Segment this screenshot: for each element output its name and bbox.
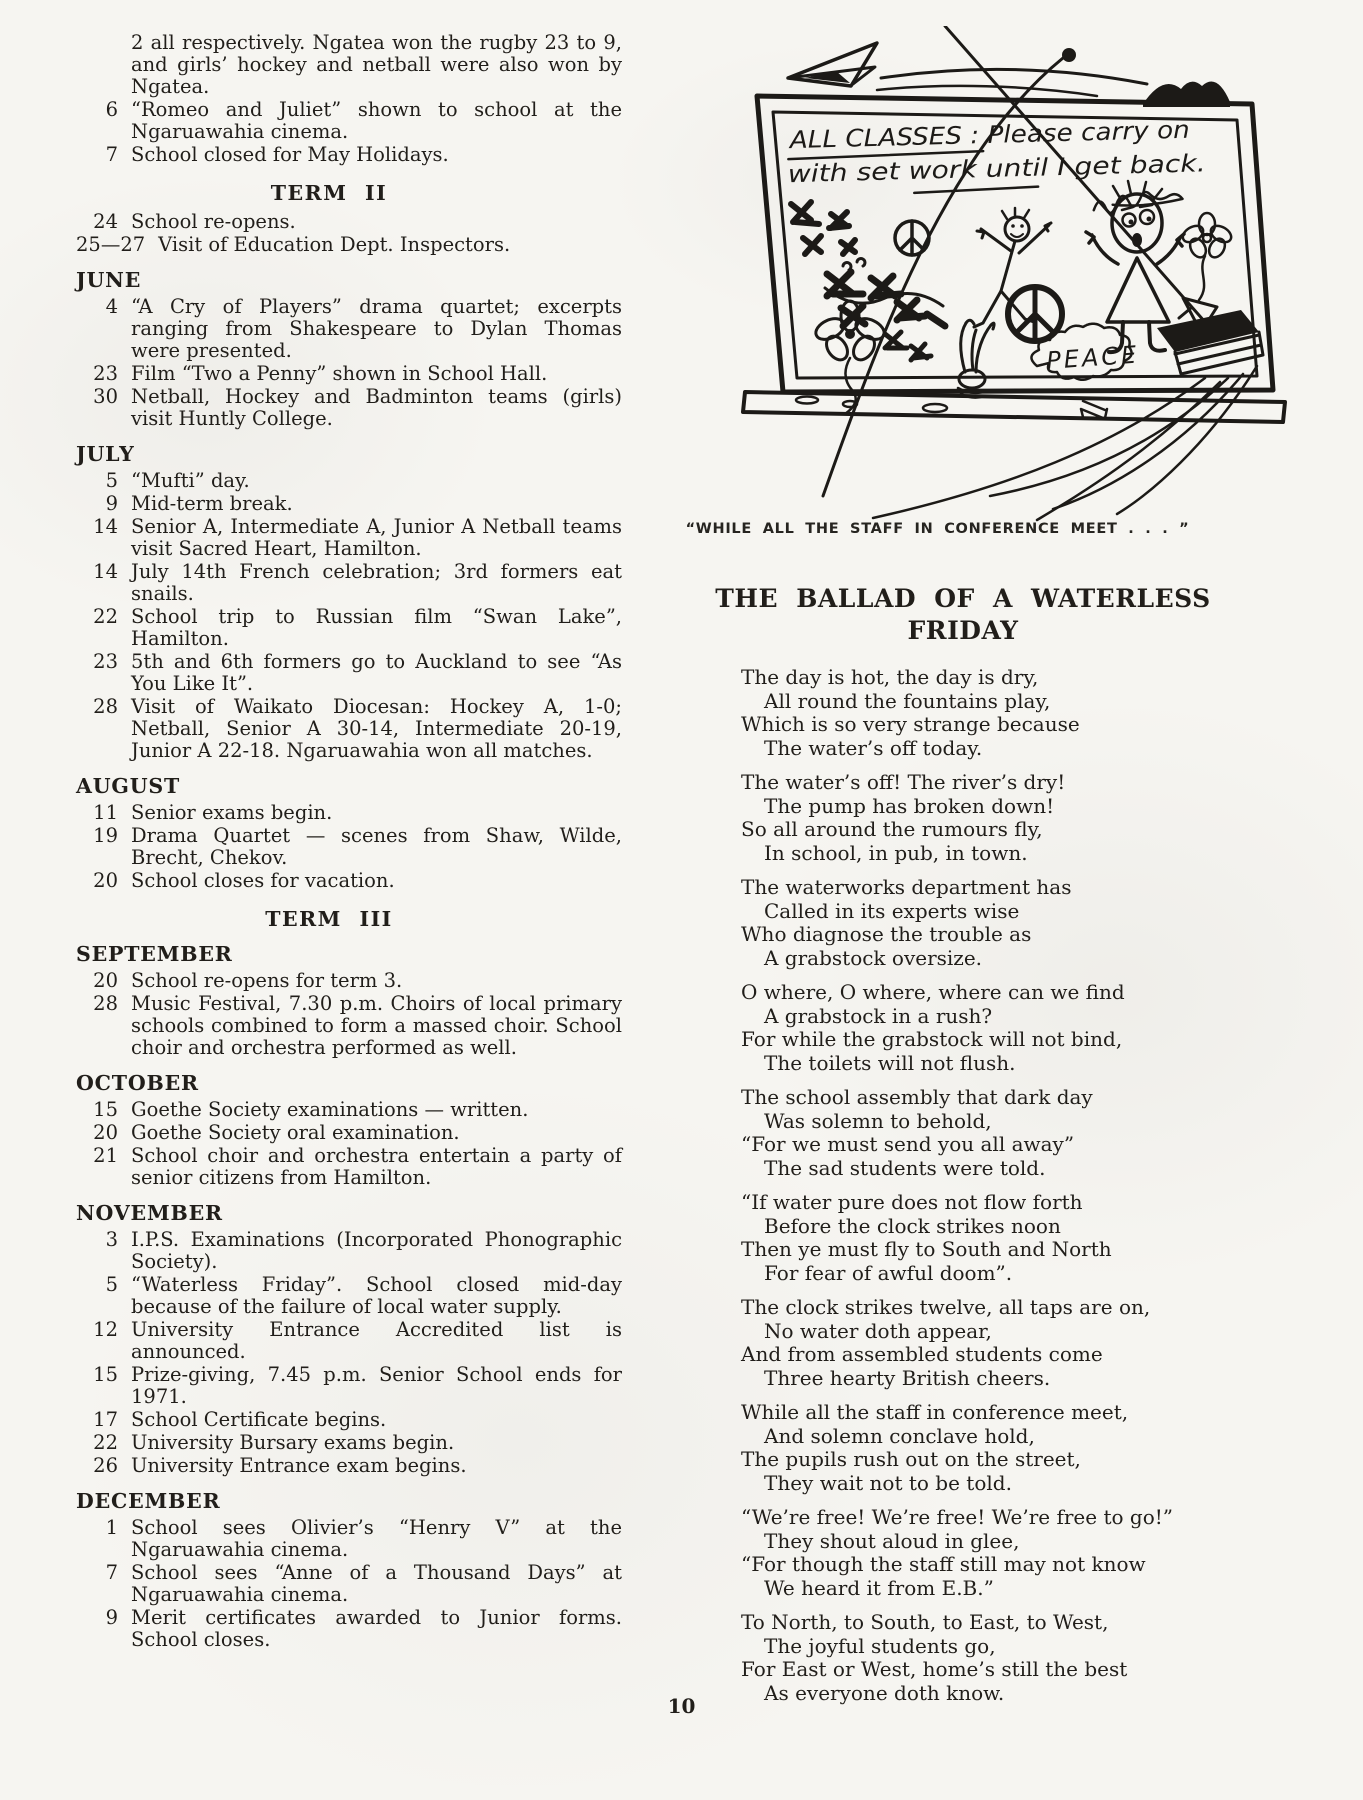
poem-title — [683, 583, 1243, 647]
calendar-item-text: University Entrance exam begins. — [131, 1454, 467, 1477]
poem-line: They wait not to be told. — [764, 1470, 1012, 1495]
calendar-item-date: 11 — [93, 801, 118, 824]
paper-plane-icon — [788, 43, 877, 86]
v-sign-hand-icon — [958, 320, 994, 397]
calendar-item-date: 21 — [93, 1144, 118, 1167]
calendar-item-date: 14 — [93, 560, 118, 583]
calendar-item-date: 9 — [105, 1606, 118, 1629]
board-note-line2: with set work until I get back. — [787, 150, 1144, 189]
poem-stanzas — [741, 666, 1201, 1716]
calendar-item — [76, 561, 622, 605]
poem-line: The joyful students go, — [764, 1633, 996, 1658]
poem-stanza — [741, 1191, 1201, 1285]
frame-top-blob — [1143, 82, 1230, 107]
calendar-item — [76, 1229, 622, 1273]
poem-line: The toilets will not flush. — [764, 1050, 1016, 1075]
poem-line: Called in its experts wise — [764, 898, 1020, 923]
poem-line: As everyone doth know. — [764, 1680, 1005, 1705]
calendar-item-date: 24 — [93, 210, 118, 233]
calendar-item-text: School closed for May Holidays. — [131, 143, 449, 166]
poem-line: The sad students were told. — [764, 1155, 1046, 1180]
calendar-item-date: 28 — [93, 695, 118, 718]
poem-line: They shout aloud in glee, — [764, 1528, 1020, 1553]
term-heading: TERM III — [265, 907, 393, 931]
calendar-item-date: 22 — [93, 1431, 118, 1454]
calendar-item — [76, 1122, 622, 1144]
calendar-item — [76, 386, 622, 430]
calendar-item-date: 22 — [93, 605, 118, 628]
month-heading: JUNE — [76, 268, 142, 292]
calendar-item-text: School choir and orchestra entertain a party of senior citizens from Hamilton. — [131, 1144, 622, 1189]
month-heading: DECEMBER — [76, 1489, 221, 1513]
calendar-item-date: 15 — [93, 1363, 118, 1386]
calendar-item-text: Visit of Waikato Diocesan: Hockey A, 1-0; Netball, Senior A 30-14, Intermediate 20-19, Junior A 22-18. Ngaruawahia won all matches. — [131, 695, 622, 762]
calendar-item-text: School re-opens for term 3. — [131, 969, 403, 992]
calendar-item-text: Music Festival, 7.30 p.m. Choirs of local primary schools combined to form a massed choir. School choir and orchestra performed as well. — [131, 992, 622, 1059]
poem-line: Then ye must fly to South and North — [741, 1237, 1112, 1261]
calendar-item-text: Goethe Society oral examination. — [131, 1121, 460, 1144]
calendar-item-text: School sees Olivier’s “Henry V” at the Ngaruawahia cinema. — [131, 1516, 622, 1561]
poem-stanza — [741, 1086, 1201, 1180]
calendar-item — [76, 1517, 622, 1561]
poem-line: The water’s off! The river’s dry! — [741, 770, 1066, 794]
calendar-item-text: School sees “Anne of a Thousand Days” at Ngaruawahia cinema. — [131, 1561, 622, 1606]
poem-line: The water’s off today. — [764, 735, 983, 760]
calendar-item-date: 20 — [93, 969, 118, 992]
calendar-item — [76, 296, 622, 362]
calendar-item — [76, 1099, 622, 1121]
scribble-cluster-c — [885, 332, 931, 360]
poem-line: And solemn conclave hold, — [764, 1423, 1035, 1448]
calendar-item-text: 5th and 6th formers go to Auckland to see “As You Like It”. — [131, 650, 622, 695]
calendar-item — [76, 99, 622, 143]
calendar-item-text: “A Cry of Players” drama quartet; excerpts ranging from Shakespeare to Dylan Thomas were presented. — [131, 295, 622, 362]
poem-line: “For we must send you all away” — [741, 1132, 1075, 1156]
thrown-chalk — [1062, 48, 1076, 62]
calendar-item-text: “Mufti” day. — [131, 469, 250, 492]
calendar-item — [76, 1145, 622, 1189]
poem-line: “If water pure does not flow forth — [741, 1190, 1083, 1214]
small-peace-sign-icon — [895, 221, 929, 255]
flying-eraser — [1157, 310, 1263, 374]
calendar-item-date: 5 — [105, 469, 118, 492]
calendar-item-text: “Waterless Friday”. School closed mid-day because of the failure of local water supply. — [131, 1273, 622, 1318]
calendar-item-date: 23 — [93, 650, 118, 673]
poem-line: And from assembled students come — [741, 1342, 1103, 1366]
calendar-item-date: 5 — [105, 1273, 118, 1296]
calendar-item-text: University Entrance Accredited list is announced. — [131, 1318, 622, 1363]
poem-line: In school, in pub, in town. — [764, 840, 1028, 865]
poem-line: For while the grabstock will not bind, — [741, 1027, 1123, 1051]
board-note-line1: ALL CLASSES : Please carry on — [789, 116, 1156, 155]
poem-line: The pupils rush out on the street, — [741, 1447, 1081, 1471]
calendar-item-text: Senior A, Intermediate A, Junior A Netball teams visit Sacred Heart, Hamilton. — [131, 515, 622, 560]
calendar-item — [76, 1607, 622, 1651]
calendar-item — [76, 1432, 622, 1454]
calendar-item — [76, 1319, 622, 1363]
calendar-item-text: University Bursary exams begin. — [131, 1431, 455, 1454]
calendar-item — [76, 1562, 622, 1606]
poem-line: A grabstock oversize. — [764, 945, 983, 970]
poem-stanza — [741, 1611, 1201, 1705]
poem-stanza — [741, 1506, 1201, 1600]
calendar-item-date: 20 — [93, 869, 118, 892]
calendar-item-date: 25—27 — [76, 233, 146, 256]
calendar-item-date: 30 — [93, 385, 118, 408]
poem-line: Who diagnose the trouble as — [741, 922, 1032, 946]
cartoon-caption: “WHILE ALL THE STAFF IN CONFERENCE MEET . . . ” — [685, 521, 1190, 537]
chalk-piece — [923, 404, 947, 412]
poem-title-line2: FRIDAY — [907, 616, 1019, 645]
calendar-item-date: 6 — [105, 98, 118, 121]
calendar-item-text: School closes for vacation. — [131, 869, 395, 892]
calendar-item-text: Prize-giving, 7.45 p.m. Senior School ends for 1971. — [131, 1363, 622, 1408]
poem-line: We heard it from E.B.” — [764, 1575, 994, 1600]
calendar-item-text: July 14th French celebration; 3rd formers eat snails. — [131, 560, 622, 605]
calendar-item — [76, 493, 622, 515]
calendar-item-date: 7 — [105, 143, 118, 166]
calendar-item — [76, 516, 622, 560]
calendar-item — [76, 470, 622, 492]
poem-line: For East or West, home’s still the best — [741, 1657, 1128, 1681]
calendar-item — [76, 825, 622, 869]
calendar-item-date: 9 — [105, 492, 118, 515]
poem-line: All round the fountains play, — [764, 688, 1051, 713]
calendar-item-date: 7 — [105, 1561, 118, 1584]
calendar-item — [76, 1364, 622, 1408]
peace-cloud-word: PEACE — [1045, 340, 1141, 375]
blackboard-cartoon — [645, 26, 1290, 522]
calendar-item-date: 4 — [105, 295, 118, 318]
poem-title-line1: THE BALLAD OF A WATERLESS — [715, 584, 1211, 613]
calendar-item-text: “Romeo and Juliet” shown to school at the Ngaruawahia cinema. — [131, 98, 622, 143]
page-number: 10 — [667, 1694, 696, 1718]
poem-line: O where, O where, where can we find — [741, 980, 1125, 1004]
calendar-item-text: 2 all respectively. Ngatea won the rugby 23 to 9, and girls’ hockey and netball were also won by Ngatea. — [131, 31, 622, 98]
calendar-item-date: 15 — [93, 1098, 118, 1121]
calendar-item — [76, 696, 622, 762]
calendar-item-text: Visit of Education Dept. Inspectors. — [158, 233, 511, 256]
calendar-item-text: School Certificate begins. — [131, 1408, 387, 1431]
poem-line: The pump has broken down! — [764, 793, 1055, 818]
calendar-item-date: 12 — [93, 1318, 118, 1341]
poem-line: Was solemn to behold, — [764, 1108, 992, 1133]
chalk-piece — [796, 397, 818, 404]
month-heading: JULY — [76, 442, 135, 466]
month-heading: OCTOBER — [76, 1071, 199, 1095]
calendar-item-date: 20 — [93, 1121, 118, 1144]
calendar-item-date: 1 — [105, 1516, 118, 1539]
poem-stanza — [741, 1401, 1201, 1495]
poem-line: While all the staff in conference meet, — [741, 1400, 1129, 1424]
poem-line: “We’re free! We’re free! We’re free to go!” — [741, 1505, 1173, 1529]
calendar-item-text: Goethe Society examinations — written. — [131, 1098, 529, 1121]
month-heading: SEPTEMBER — [76, 942, 233, 966]
poem-line: “For though the staff still may not know — [741, 1552, 1146, 1576]
calendar-item-date: 26 — [93, 1454, 118, 1477]
scribble-cluster-b — [825, 259, 945, 326]
dancing-stick-figure — [974, 208, 1051, 327]
calendar-item — [76, 211, 622, 233]
calendar-item — [76, 234, 622, 256]
calendar-item — [76, 651, 622, 695]
calendar-item-date: 17 — [93, 1408, 118, 1431]
calendar-item-text: School re-opens. — [131, 210, 296, 233]
calendar-item — [76, 993, 622, 1059]
calendar-item-text: Netball, Hockey and Badminton teams (girls) visit Huntly College. — [131, 385, 622, 430]
calendar-item-text: Mid-term break. — [131, 492, 293, 515]
scribble-cluster-a — [791, 202, 855, 254]
poem-line: The school assembly that dark day — [741, 1085, 1093, 1109]
poem-line: No water doth appear, — [764, 1318, 992, 1343]
poem-line: The day is hot, the day is dry, — [741, 665, 1039, 689]
flight-trail — [877, 69, 1147, 96]
chalk-stick — [1081, 401, 1107, 418]
poem-line: The waterworks department has — [741, 875, 1072, 899]
calendar-item-text: Film “Two a Penny” shown in School Hall. — [131, 362, 548, 385]
calendar-item-date: 28 — [93, 992, 118, 1015]
calendar-item-text: Senior exams begin. — [131, 801, 333, 824]
calendar-item-date: 23 — [93, 362, 118, 385]
month-heading: NOVEMBER — [76, 1201, 223, 1225]
calendar-item-date — [76, 32, 118, 98]
calendar-item-text: I.P.S. Examinations (Incorporated Phonographic Society). — [131, 1228, 622, 1273]
poem-stanza — [741, 1296, 1201, 1390]
calendar-item-date: 19 — [93, 824, 118, 847]
poem-stanza — [741, 981, 1201, 1075]
calendar-item — [76, 802, 622, 824]
poem-line: So all around the rumours fly, — [741, 817, 1043, 841]
calendar-item-text: Drama Quartet — scenes from Shaw, Wilde, Brecht, Chekov. — [131, 824, 622, 869]
term-heading: TERM II — [270, 181, 388, 205]
poem-stanza — [741, 876, 1201, 970]
calendar-item — [76, 363, 622, 385]
calendar-item — [76, 870, 622, 892]
calendar-item — [76, 144, 622, 166]
calendar-column — [76, 32, 622, 1652]
poem-line: Which is so very strange because — [741, 712, 1080, 736]
poem-line: For fear of awful doom”. — [764, 1260, 1013, 1285]
month-heading: AUGUST — [76, 774, 181, 798]
calendar-item — [76, 606, 622, 650]
poem-line: Three hearty British cheers. — [764, 1365, 1051, 1390]
calendar-item — [76, 970, 622, 992]
poem-stanza — [741, 666, 1201, 760]
calendar-item — [76, 32, 622, 98]
poem-line: A grabstock in a rush? — [764, 1003, 993, 1028]
poem-line: The clock strikes twelve, all taps are on, — [741, 1295, 1151, 1319]
calendar-item-text: Merit certificates awarded to Junior forms. School closes. — [131, 1606, 622, 1651]
calendar-item — [76, 1455, 622, 1477]
calendar-item — [76, 1274, 622, 1318]
poem-line: To North, to South, to East, to West, — [741, 1610, 1109, 1634]
cartoon-figure — [645, 26, 1290, 522]
calendar-item-date: 3 — [105, 1228, 118, 1251]
calendar-item-text: School trip to Russian film “Swan Lake”, Hamilton. — [131, 605, 622, 650]
poem-stanza — [741, 771, 1201, 865]
poem-line: Before the clock strikes noon — [764, 1213, 1061, 1238]
calendar-item — [76, 1409, 622, 1431]
calendar-item-date: 14 — [93, 515, 118, 538]
